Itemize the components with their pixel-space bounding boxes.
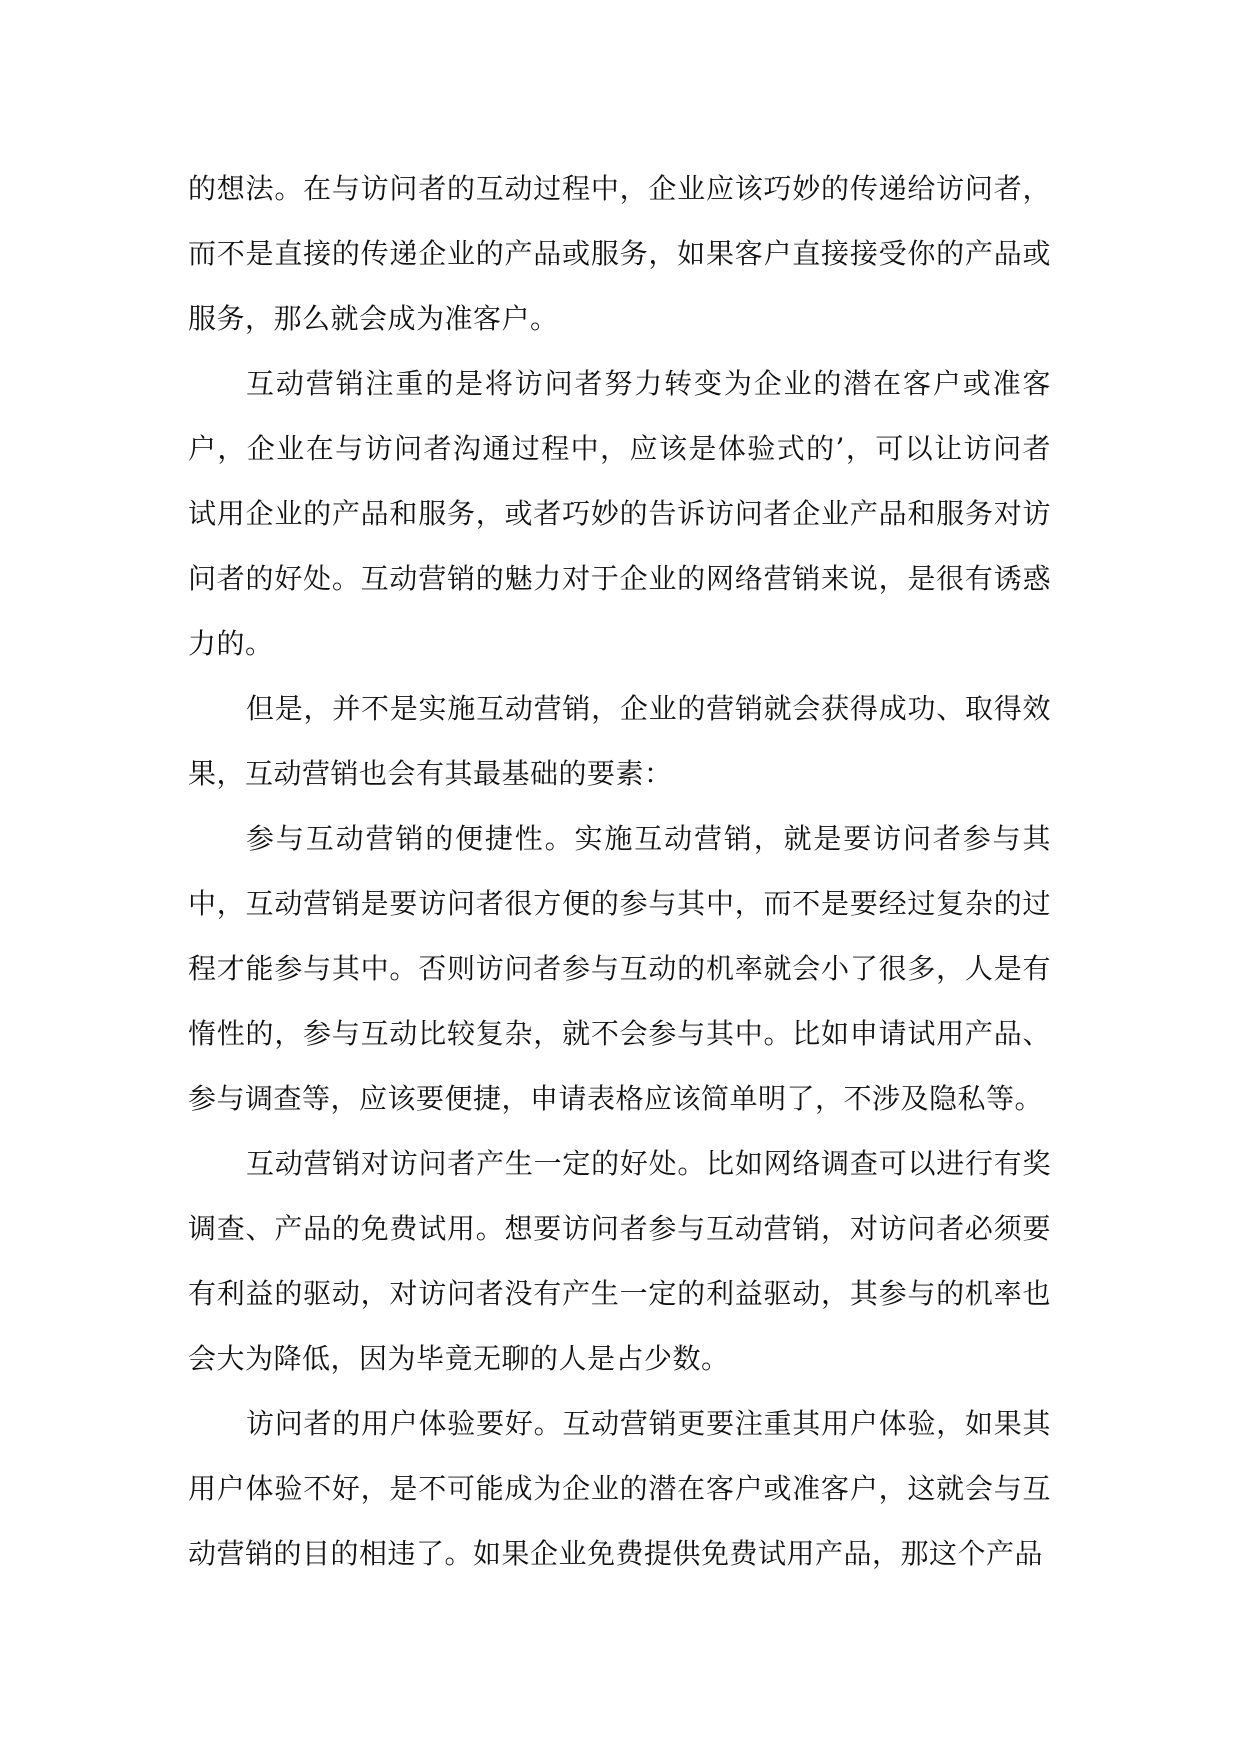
paragraph-3: 但是，并不是实施互动营销，企业的营销就会获得成功、取得效果，互动营销也会有其最基础的要素： bbox=[188, 692, 1051, 790]
paragraph-4: 参与互动营销的便捷性。实施互动营销，就是要访问者参与其中，互动营销是要访问者很方便的参与其中，而不是要经过复杂的过程才能参与其中。否则访问者参与互动的机率就会小了很多，人是有惰性的，参与互动比较复杂，就不会参与其中。比如申请试用产品、参与调查等，应该要便捷，申请表格应该简单明了，不涉及隐私等。 bbox=[188, 822, 1051, 1115]
paragraph-2: 互动营销注重的是将访问者努力转变为企业的潜在客户或准客户，企业在与访问者沟通过程中，应该是体验式的’，可以让访问者试用企业的产品和服务，或者巧妙的告诉访问者企业产品和服务对访问者的好处。互动营销的魅力对于企业的网络营销来说，是很有诱惑力的。 bbox=[188, 367, 1051, 660]
paragraph-1: 的想法。在与访问者的互动过程中，企业应该巧妙的传递给访问者，而不是直接的传递企业的产品或服务，如果客户直接接受你的产品或服务，那么就会成为准客户。 bbox=[188, 172, 1051, 335]
paragraph-6: 访问者的用户体验要好。互动营销更要注重其用户体验，如果其用户体验不好，是不可能成为企业的潜在客户或准客户，这就会与互动营销的目的相违了。如果企业免费提供免费试用产品，那这个产品 bbox=[188, 1407, 1051, 1570]
document-body bbox=[188, 156, 1051, 1586]
paragraph-5: 互动营销对访问者产生一定的好处。比如网络调查可以进行有奖调查、产品的免费试用。想要访问者参与互动营销，对访问者必须要有利益的驱动，对访问者没有产生一定的利益驱动，其参与的机率也会大为降低，因为毕竟无聊的人是占少数。 bbox=[188, 1147, 1051, 1375]
